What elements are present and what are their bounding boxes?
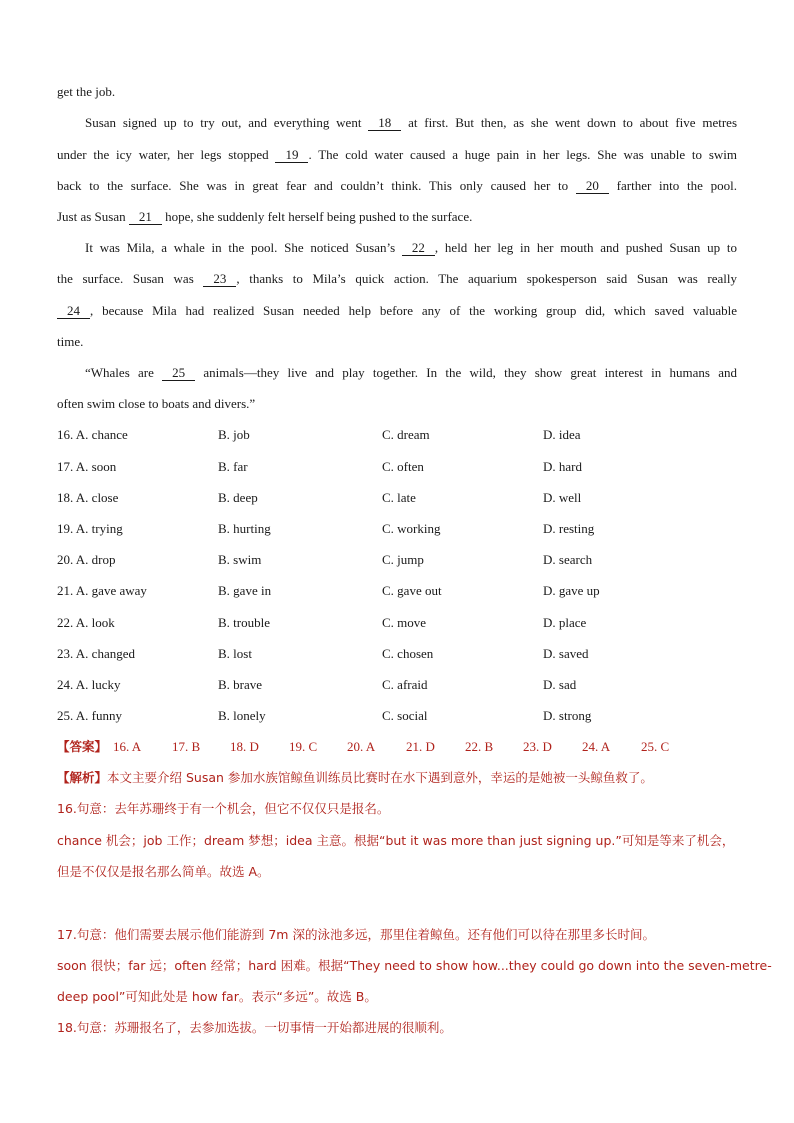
option-b: B. job: [218, 427, 250, 442]
blank-18: 18: [368, 115, 401, 131]
answer-item: 23. D: [523, 739, 552, 754]
answer-item: 20. A: [347, 739, 376, 754]
option-a: 19. A. trying: [57, 521, 123, 536]
blank-21: 21: [129, 209, 162, 225]
option-c: C. often: [382, 459, 424, 474]
answer-item: 18. D: [230, 739, 259, 754]
q16-explanation: 但是不仅仅是报名那么简单。故选 A。: [57, 864, 270, 879]
option-c: C. chosen: [382, 646, 434, 661]
option-a: 21. A. gave away: [57, 583, 147, 598]
option-d: D. place: [543, 615, 587, 630]
passage-line: [57, 83, 737, 101]
option-d: D. saved: [543, 646, 589, 661]
option-d: D. idea: [543, 427, 581, 442]
passage-line: “Whales are 25 animals—they live and play together. In the wild, they show great interest in humans and: [85, 365, 738, 380]
option-d: D. hard: [543, 459, 582, 474]
q17-explanation: soon 很快；far 远；often 经常；hard 困难。根据“They need to show how...they could go down into the seven-metre-: [57, 958, 772, 973]
answer-item: 19. C: [289, 739, 318, 754]
option-b: B. lonely: [218, 708, 266, 723]
option-b: B. far: [218, 459, 248, 474]
passage-line: Susan signed up to try out, and everything went 18 at first. But then, as she went down to about five metres: [85, 115, 738, 130]
answer-item: 16. A: [113, 739, 142, 754]
option-c: C. move: [382, 615, 427, 630]
option-a: 23. A. changed: [57, 646, 135, 661]
option-d: D. sad: [543, 677, 577, 692]
option-c: C. gave out: [382, 583, 442, 598]
analysis-label: 【解析】: [57, 770, 108, 785]
option-b: B. gave in: [218, 583, 272, 598]
answer-item: 24. A: [582, 739, 611, 754]
blank-22: 22: [402, 240, 435, 256]
passage-line: Just as Susan 21 hope, she suddenly felt herself being pushed to the surface.: [57, 209, 473, 224]
passage-line: the surface. Susan was 23 , thanks to Mila’s quick action. The aquarium spokesperson said Susan was really: [57, 271, 737, 286]
answer-label: 【答案】: [57, 739, 108, 754]
passage-text: get the job.: [57, 84, 116, 99]
blank-24: 24: [57, 303, 90, 319]
option-d: D. strong: [543, 708, 592, 723]
answer-item: 21. D: [406, 739, 435, 754]
q16-explanation: chance 机会；job 工作；dream 梦想；idea 主意。根据“but it was more than just signing up.”可知是等来了机会，: [57, 833, 735, 848]
passage-line: often swim close to boats and divers.”: [57, 396, 256, 411]
option-a: 25. A. funny: [57, 708, 122, 723]
q18-translation: 18.句意：苏珊报名了，去参加选拔。一切事情一开始都进展的很顺利。: [57, 1020, 452, 1035]
blank-20: 20: [576, 178, 609, 194]
passage-line: time.: [57, 334, 84, 349]
q17-translation: 17.句意：他们需要去展示他们能游到 7m 深的泳池多远，那里住着鲸鱼。还有他们可以待在那里多长时间。: [57, 927, 655, 942]
option-c: C. social: [382, 708, 428, 723]
option-b: B. trouble: [218, 615, 270, 630]
option-a: 24. A. lucky: [57, 677, 121, 692]
option-d: D. gave up: [543, 583, 600, 598]
blank-23: 23: [203, 271, 236, 287]
option-b: B. hurting: [218, 521, 271, 536]
option-b: B. swim: [218, 552, 262, 567]
option-c: C. dream: [382, 427, 430, 442]
option-b: B. deep: [218, 490, 258, 505]
blank-25: 25: [162, 365, 195, 381]
passage-line: under the icy water, her legs stopped 19 . The cold water caused a huge pain in her legs. She was unable to swim: [57, 147, 737, 162]
option-a: 17. A. soon: [57, 459, 117, 474]
option-c: C. late: [382, 490, 416, 505]
analysis-summary: 【解析】本文主要介绍 Susan 参加水族馆鲸鱼训练员比赛时在水下遇到意外，幸运的是她被一头鲸鱼救了。: [57, 770, 653, 785]
option-d: D. resting: [543, 521, 595, 536]
option-b: B. lost: [218, 646, 252, 661]
option-a: 16. A. chance: [57, 427, 128, 442]
option-a: 18. A. close: [57, 490, 119, 505]
option-d: D. well: [543, 490, 582, 505]
option-a: 20. A. drop: [57, 552, 116, 567]
option-b: B. brave: [218, 677, 263, 692]
passage-line: 24 , because Mila had realized Susan needed help before any of the working group did, which saved valuable: [57, 302, 737, 320]
q17-explanation: deep pool”可知此处是 how far。表示“多远”。故选 B。: [57, 989, 377, 1004]
option-a: 22. A. look: [57, 615, 115, 630]
option-c: C. afraid: [382, 677, 428, 692]
answer-item: 25. C: [641, 739, 670, 754]
blank-19: 19: [275, 147, 308, 163]
answer-item: 22. B: [465, 739, 494, 754]
answer-key: [57, 738, 107, 756]
option-c: C. jump: [382, 552, 424, 567]
passage-line: It was Mila, a whale in the pool. She noticed Susan’s 22 , held her leg in her mouth and pushed Susan up to: [85, 240, 738, 255]
q16-translation: 16.句意：去年苏珊终于有一个机会，但它不仅仅只是报名。: [57, 801, 390, 816]
passage-line: back to the surface. She was in great fear and couldn’t think. This only caused her to 20 farther into the pool.: [57, 178, 737, 193]
option-d: D. search: [543, 552, 593, 567]
answer-item: 17. B: [172, 739, 201, 754]
option-c: C. working: [382, 521, 441, 536]
